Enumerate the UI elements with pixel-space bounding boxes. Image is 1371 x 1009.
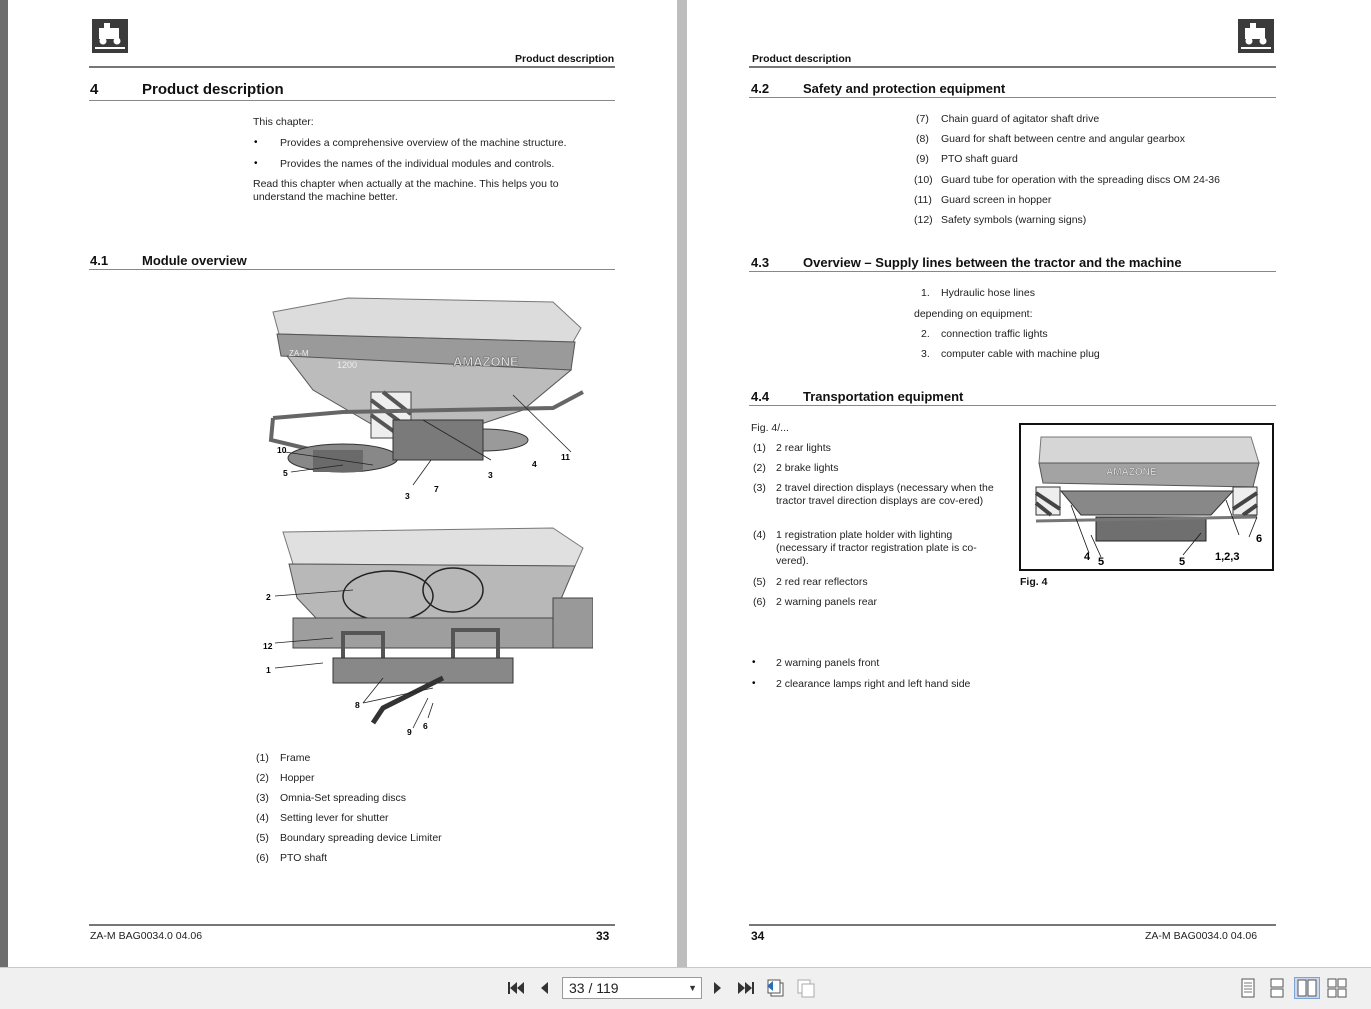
item-label: computer cable with machine plug (941, 348, 1100, 360)
brand-text: AMAZONE (453, 354, 519, 369)
callout-8: 8 (355, 700, 360, 710)
item-number: (3) (753, 482, 766, 494)
section-title: Overview – Supply lines between the tractor and the machine (803, 255, 1182, 270)
section-number: 4.4 (751, 389, 770, 404)
item-number: (6) (753, 596, 766, 608)
item-number: (9) (916, 153, 929, 165)
item-label: 2 rear lights (776, 442, 831, 454)
fig4-callout-5: 5 (1098, 556, 1105, 568)
part-number: (5) (256, 832, 269, 844)
section-rule (749, 405, 1276, 406)
bullet-item: Provides the names of the individual modules and controls. (280, 158, 555, 170)
bullet-item: 2 clearance lamps right and left hand side (776, 678, 971, 690)
item-label: Hydraulic hose lines (941, 287, 1035, 299)
page-number-value: 33 / 119 (569, 980, 619, 996)
item-label: Guard tube for operation with the spreading discs OM 24-36 (941, 174, 1220, 186)
page-number-field[interactable] (562, 977, 702, 999)
running-header: Product description (752, 53, 852, 65)
part-number: (6) (256, 852, 269, 864)
part-number: (3) (256, 792, 269, 804)
item-number: (10) (914, 174, 933, 186)
callout-10: 10 (277, 445, 287, 455)
section-title: Safety and protection equipment (803, 81, 1006, 96)
first-page-icon[interactable] (505, 977, 527, 999)
callout-4: 4 (532, 459, 537, 469)
callout-11: 11 (561, 452, 570, 462)
item-number: (8) (916, 133, 929, 145)
previous-page-icon[interactable] (533, 977, 555, 999)
part-label: Boundary spreading device Limiter (280, 832, 442, 844)
figure-4-frame (1019, 423, 1274, 571)
page-33 (8, 0, 677, 967)
dropdown-arrow-icon[interactable]: ▼ (688, 983, 697, 993)
part-label: PTO shaft (280, 852, 328, 864)
item-number: 2. (921, 328, 930, 340)
fig4-callout-6: 6 (1256, 533, 1263, 545)
part-number: (2) (256, 772, 269, 784)
header-rule (749, 66, 1276, 68)
item-label: PTO shaft guard (941, 153, 1018, 165)
part-label: Setting lever for shutter (280, 812, 389, 824)
callout-5: 5 (283, 468, 288, 478)
go-forward-view-icon[interactable] (795, 977, 817, 999)
machine-front-image (253, 290, 593, 505)
item-number: (1) (753, 442, 766, 454)
intro-text: This chapter: (253, 116, 314, 128)
bullet-item: 2 warning panels front (776, 657, 880, 669)
item-number: (11) (914, 194, 932, 206)
machine-rear-image (253, 518, 593, 740)
last-page-icon[interactable] (735, 977, 757, 999)
footer-rule (749, 924, 1276, 926)
item-number: (7) (916, 113, 929, 125)
running-header: Product description (515, 53, 615, 65)
item-label: 2 red rear reflectors (776, 576, 868, 588)
item-label: Safety symbols (warning signs) (941, 214, 1087, 226)
item-label: Chain guard of agitator shaft drive (941, 113, 1100, 125)
navigation-toolbar (0, 967, 1371, 1009)
item-label: connection traffic lights (941, 328, 1048, 340)
fig4-brand: AMAZONE (1106, 467, 1157, 478)
continuous-view-icon[interactable] (1266, 977, 1288, 999)
callout-1: 1 (266, 665, 271, 675)
bullet-marker: • (752, 678, 756, 689)
section-rule (749, 97, 1276, 98)
section-rule (89, 269, 615, 270)
item-number: (4) (753, 529, 766, 541)
chapter-rule (89, 100, 615, 101)
go-back-view-icon[interactable] (765, 977, 787, 999)
page-number: 34 (751, 929, 765, 943)
item-number: 3. (921, 348, 930, 360)
item-label: 1 registration plate holder with lighting (necessary if tractor registration plate is co-vered). (776, 529, 977, 567)
amazone-logo (92, 19, 128, 53)
chapter-number: 4 (90, 81, 99, 98)
part-number: (4) (256, 812, 269, 824)
part-label: Omnia-Set spreading discs (280, 792, 407, 804)
fig4-callout-5b: 5 (1179, 556, 1186, 568)
label-text: ZA-M (289, 349, 309, 358)
page-number: 33 (596, 929, 610, 943)
item-number: (2) (753, 462, 766, 474)
fig4-callout-123: 1,2,3 (1215, 551, 1240, 563)
callout-7: 7 (434, 484, 439, 494)
callout-12: 12 (263, 641, 273, 651)
header-rule (89, 66, 615, 68)
fig4-callout-4: 4 (1084, 551, 1091, 563)
callout-3b: 3 (488, 470, 493, 480)
next-page-icon[interactable] (707, 977, 729, 999)
bullet-marker: • (752, 657, 756, 668)
part-label: Hopper (280, 772, 315, 784)
read-note: Read this chapter when actually at the machine. This helps you to understand the machine better. (253, 178, 559, 203)
callout-6: 6 (423, 721, 428, 731)
bullet-marker: • (254, 158, 258, 169)
footer-doc-id: ZA-M BAG0034.0 04.06 (1145, 930, 1258, 942)
bullet-item: Provides a comprehensive overview of the machine structure. (280, 137, 567, 149)
two-page-continuous-icon[interactable] (1326, 977, 1348, 999)
two-page-view-icon[interactable] (1294, 977, 1320, 999)
footer-rule (89, 924, 615, 926)
page-gutter (677, 0, 687, 967)
amazone-logo (1238, 19, 1274, 53)
part-number: (1) (256, 752, 269, 764)
part-label: Frame (280, 752, 311, 764)
section-number: 4.1 (90, 253, 109, 268)
item-number: (12) (914, 214, 933, 226)
item-label: Guard for shaft between centre and angular gearbox (941, 133, 1185, 145)
item-number: 1. (921, 287, 930, 299)
section-rule (749, 271, 1276, 272)
chapter-title: Product description (142, 81, 284, 98)
page-34 (687, 0, 1371, 967)
section-number: 4.2 (751, 81, 770, 96)
item-label: 2 brake lights (776, 462, 839, 474)
bullet-marker: • (254, 137, 258, 148)
callout-2: 2 (266, 592, 271, 602)
section-title: Module overview (142, 253, 247, 268)
figure-caption: Fig. 4 (1020, 576, 1048, 588)
equipment-note: depending on equipment: (914, 308, 1033, 320)
item-number: (5) (753, 576, 766, 588)
figure-reference: Fig. 4/... (751, 422, 789, 434)
section-number: 4.3 (751, 255, 770, 270)
item-label: Guard screen in hopper (941, 194, 1052, 206)
footer-doc-id: ZA-M BAG0034.0 04.06 (90, 930, 203, 942)
callout-3: 3 (405, 491, 410, 501)
callout-9: 9 (407, 727, 412, 737)
item-label: 2 warning panels rear (776, 596, 877, 608)
item-label: 2 travel direction displays (necessary when the tractor travel direction displays are cov-ered) (776, 482, 994, 507)
section-title: Transportation equipment (803, 389, 964, 404)
model-text: 1200 (337, 360, 358, 370)
single-page-view-icon[interactable] (1237, 977, 1259, 999)
